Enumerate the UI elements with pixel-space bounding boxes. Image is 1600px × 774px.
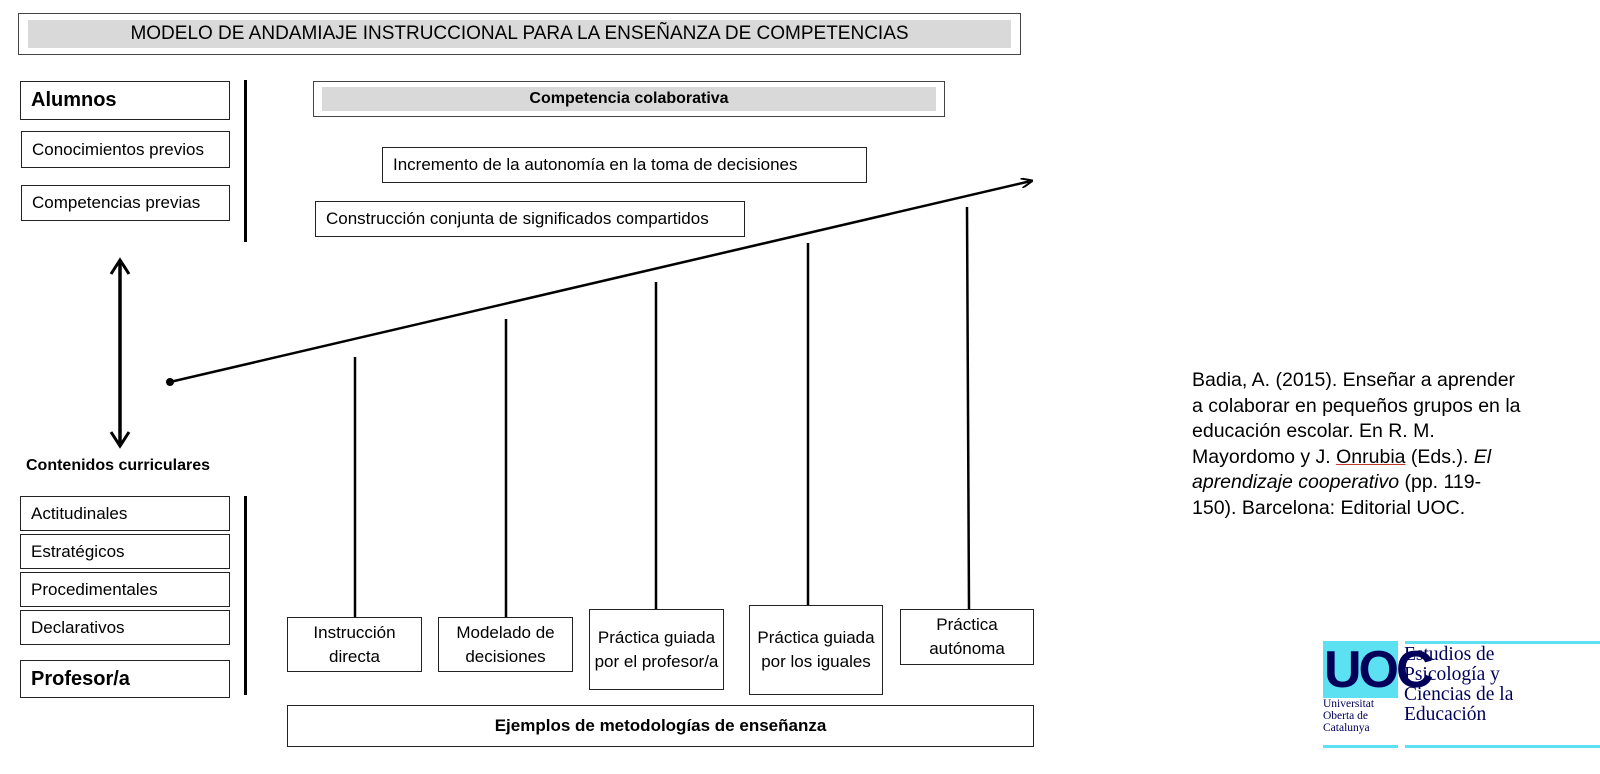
logo-rule-right-bottom [1405, 745, 1600, 748]
metodologia-practica-iguales: Práctica guiada por los iguales [749, 605, 883, 695]
alumnos-item-conocimientos: Conocimientos previos [21, 131, 230, 168]
contenidos-item-declarativos: Declarativos [20, 610, 230, 645]
citation-book-title: El aprendizaje cooperativo [1192, 445, 1492, 493]
alumnos-heading: Alumnos [20, 81, 230, 120]
metodologia-practica-autonoma: Práctica autónoma [900, 609, 1034, 665]
citation-author-underlined: Onrubia [1336, 445, 1406, 468]
metodologias-footer: Ejemplos de metodologías de enseñanza [287, 705, 1034, 747]
faculty-line-2: Psicología y [1404, 664, 1500, 685]
uoc-university-name: Universitat Oberta de Catalunya [1323, 698, 1375, 734]
faculty-line-3: Ciencias de la [1404, 684, 1514, 705]
uoc-logo [1323, 638, 1600, 750]
uoc-mark-text: UOC [1324, 641, 1431, 699]
logo-rule-left-bottom [1323, 745, 1398, 748]
competencia-item-autonomia: Incremento de la autonomía en la toma de decisiones [382, 147, 867, 183]
metodologia-practica-profesor: Práctica guiada por el profesor/a [589, 609, 724, 690]
contenidos-item-procedimentales: Procedimentales [20, 572, 230, 607]
stem-practica-autonoma [967, 207, 969, 610]
faculty-name [1404, 645, 1513, 725]
citation-part1: Badia, A. (2015). Enseñar a aprender a colaborar en pequeños grupos en la educación escolar. En R. M. Mayordomo y J. [1192, 369, 1521, 468]
double-arrow-icon [111, 260, 129, 446]
citation [1192, 368, 1522, 521]
faculty-line-1: Estudios de [1404, 644, 1495, 665]
diagram-title: MODELO DE ANDAMIAJE INSTRUCCIONAL PARA LA ENSEÑANZA DE COMPETENCIAS [28, 20, 1011, 48]
alumnos-item-competencias: Competencias previas [21, 185, 230, 221]
contenidos-item-actitudinales: Actitudinales [20, 496, 230, 531]
competencia-heading: Competencia colaborativa [322, 87, 936, 111]
faculty-line-4: Educación [1404, 704, 1487, 725]
citation-part3: (pp. 119-150). Barcelona: Editorial UOC. [1192, 471, 1482, 519]
competencia-item-construccion: Construcción conjunta de significados compartidos [315, 201, 745, 237]
metodologia-instruccion-directa: Instrucción directa [287, 617, 422, 672]
uoc-mark [1323, 641, 1431, 699]
profesor-heading: Profesor/a [20, 660, 230, 698]
autonomy-arrow [166, 181, 1031, 386]
metodologia-modelado-decisiones: Modelado de decisiones [438, 617, 573, 672]
citation-part2: (Eds.). [1405, 445, 1474, 468]
contenidos-heading: Contenidos curriculares [26, 457, 211, 474]
contenidos-item-estrategicos: Estratégicos [20, 534, 230, 569]
